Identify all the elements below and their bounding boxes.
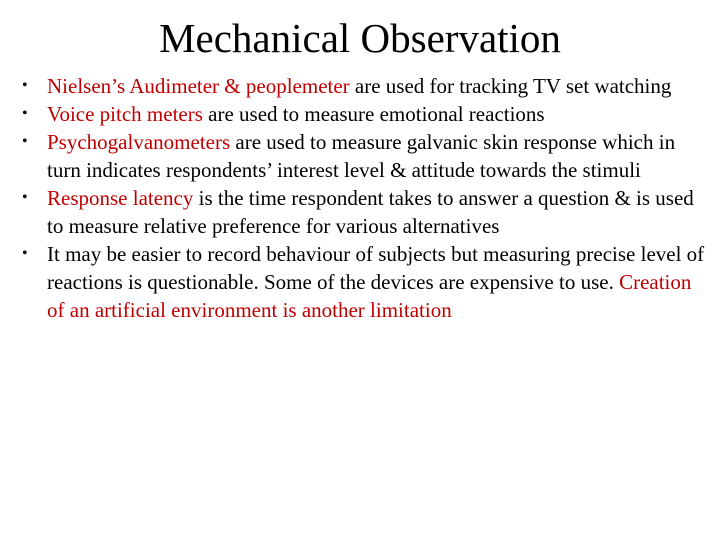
slide-title: Mechanical Observation [159,15,561,61]
bullet-item [0,100,710,128]
bullet-marker: • [22,77,28,94]
bullet-item [0,72,710,100]
bullet-text: are used to measure galvanic skin response which in turn indicates respondents’ interest level & attitude towards the stimuli [47,130,676,182]
bullet-text: It may be easier to record behaviour of subjects but measuring precise level of reactions is questionable. Some of the devices are expensive to use. [47,242,705,294]
bullet-item [0,128,710,184]
bullet-marker: • [22,245,28,262]
bullet-item [0,240,710,324]
bullet-marker: • [22,133,28,150]
bullet-list [0,72,710,324]
bullet-highlight: Voice pitch meters [47,102,203,126]
bullet-text: are used for tracking TV set watching [349,74,672,98]
bullet-highlight: Creation of an artificial environment is another limitation [47,270,692,322]
bullet-highlight: Psychogalvanometers [47,130,231,154]
bullet-marker: • [22,105,28,122]
bullet-marker: • [22,189,28,206]
bullet-item [0,184,710,240]
bullet-highlight: Response latency [47,186,194,210]
bullet-text: is the time respondent takes to answer a question & is used to measure relative preference for various alternatives [47,186,694,238]
bullet-highlight: Nielsen’s Audimeter & peoplemeter [47,74,350,98]
bullet-text: are used to measure emotional reactions [202,102,545,126]
